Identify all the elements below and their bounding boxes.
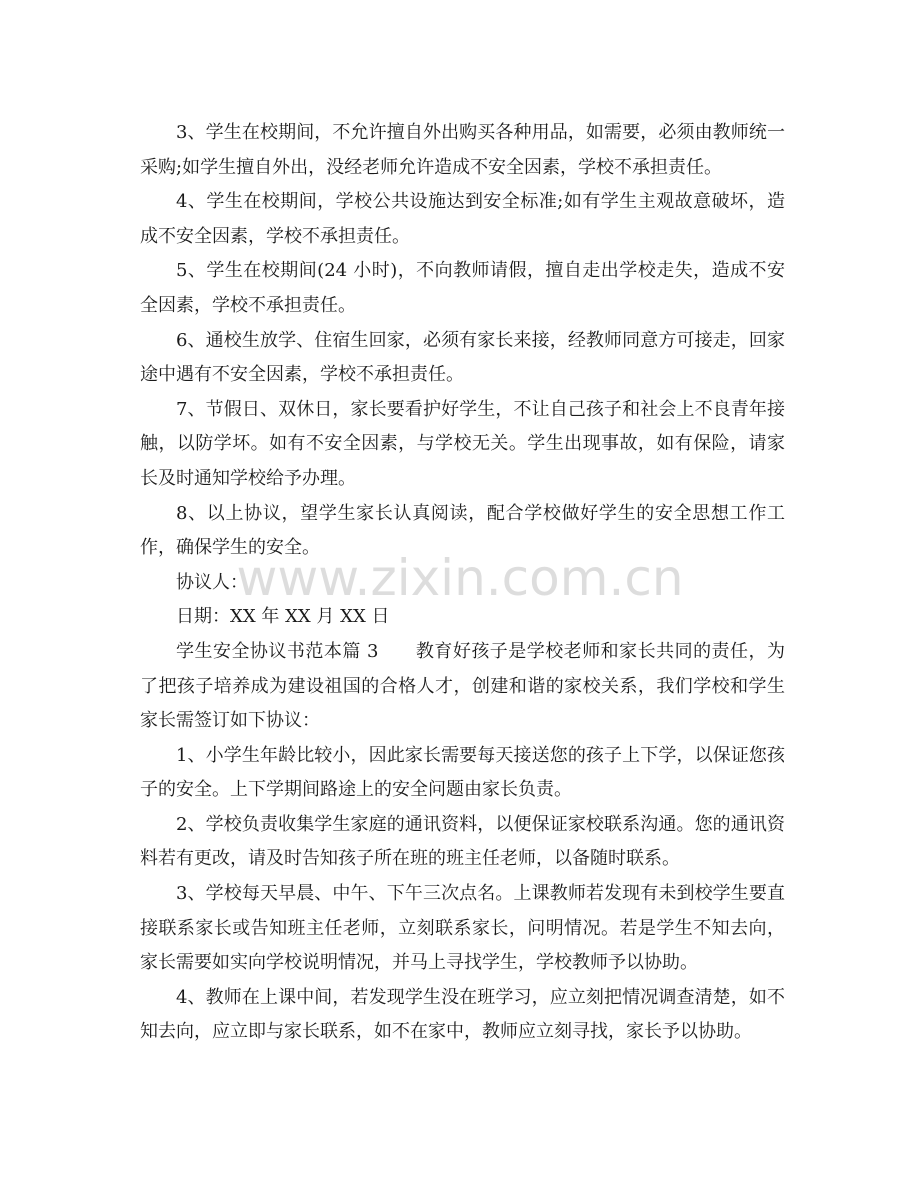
paragraph-clause-7: 7、节假日、双休日，家长要看护好学生，不让自己孩子和社会上不良青年接触，以防学坏。如有不安全因素，与学校无关。学生出现事故，如有保险，请家长及时通知学校给予办理。 — [140, 398, 785, 489]
section-intro-paragraph: 学生安全协议书范本篇 3 教育好孩子是学校老师和家长共同的责任，为了把孩子培养成为建设祖国的合格人才，创建和谐的家校关系，我们学校和学生家长需签订如下协议： — [140, 640, 785, 732]
paragraph-clause-8: 8、以上协议，望学生家长认真阅读，配合学校做好学生的安全思想工作工作，确保学生的安全。 — [140, 502, 785, 559]
watermark-text: www.zixin.com.cn — [236, 549, 684, 607]
paragraph-clause-6: 6、通校生放学、住宿生回家，必须有家长来接，经教师同意方可接走，回家途中遇有不安全因素，学校不承担责任。 — [140, 329, 785, 386]
paragraph-clause-5: 5、学生在校期间(24 小时)，不向教师请假，擅自走出学校走失，造成不安全因素，学校不承担责任。 — [140, 260, 785, 316]
signatory-line: 协议人： — [176, 571, 248, 593]
paragraph-item-1: 1、小学生年龄比较小，因此家长需要每天接送您的孩子上下学，以保证您孩子的安全。上下学期间路途上的安全问题由家长负责。 — [140, 744, 785, 801]
paragraph-item-3: 3、学校每天早晨、中午、下午三次点名。上课教师若发现有未到校学生要直接联系家长或告知班主任老师，立刻联系家长，问明情况。若是学生不知去向，家长需要如实向学校说明情况，并马上寻找学生，学校教师予以协助。 — [140, 883, 785, 974]
date-line: 日期：XX 年 XX 月 XX 日 — [176, 606, 390, 628]
document-body — [140, 116, 785, 1050]
paragraph-item-4: 4、教师在上课中间，若发现学生没在班学习，应立刻把情况调查清楚，如不知去向，应立即与家长联系，如不在家中，教师应立刻寻找，家长予以协助。 — [140, 986, 785, 1043]
paragraph-clause-3: 3、学生在校期间，不允许擅自外出购买各种用品，如需要，必须由教师统一采购;如学生擅自外出，没经老师允许造成不安全因素，学校不承担责任。 — [140, 122, 785, 178]
paragraph-item-2: 2、学校负责收集学生家庭的通讯资料，以便保证家校联系沟通。您的通讯资料若有更改，请及时告知孩子所在班的班主任老师，以备随时联系。 — [140, 813, 785, 870]
paragraph-clause-4: 4、学生在校期间，学校公共设施达到安全标准;如有学生主观故意破坏，造成不安全因素，学校不承担责任。 — [140, 191, 785, 247]
